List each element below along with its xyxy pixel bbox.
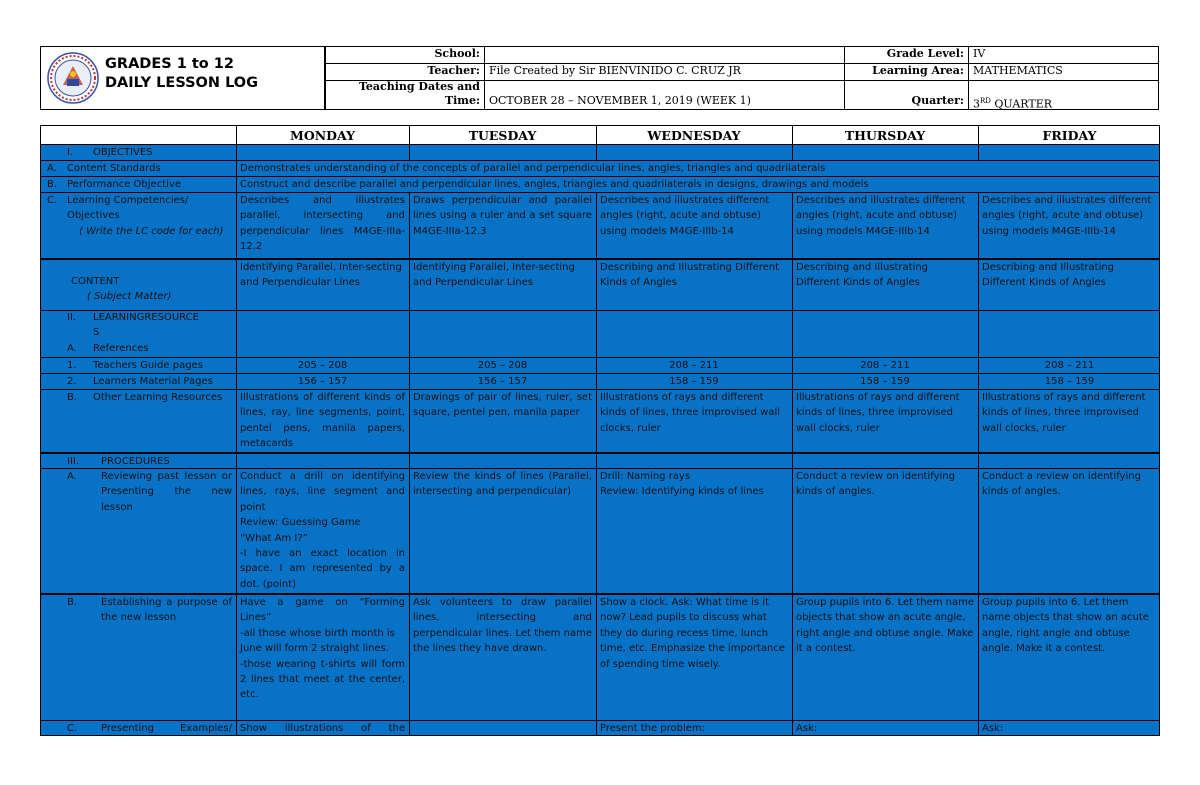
cs-label: Content Standards (67, 163, 161, 174)
grid-line (41, 160, 1159, 161)
grid-line (978, 192, 979, 735)
res-label: LEARNINGRESOURCES (93, 312, 199, 339)
grid-line (41, 192, 1159, 193)
teacher-value[interactable]: File Created by Sir BIENVINIDO C. CRUZ JR (484, 64, 844, 81)
est-tuesday: Ask volunteers to draw parallel lines, intersecting and perpendicular lines. Let them name the lines they have drawn. (413, 597, 592, 655)
lc-thursday: Describes and illustrates different angles (right, acute and obtuse) using models M4GE-IIIb-14 (796, 195, 966, 237)
dates-label (326, 80, 484, 109)
tg-num: 1. (67, 360, 77, 371)
perf-label: Performance Objective (67, 179, 181, 190)
lc-note: ( Write the LC code for each) (79, 225, 224, 237)
title-dll: DAILY LESSON LOG (105, 75, 259, 91)
title-grades: GRADES 1 to 12 (105, 56, 234, 72)
est-wednesday: Show a clock. Ask: What time is it now? Lead pupils to discuss what they do during recess time, lunch time, etc. Emphasize the importance of spending time wisely. (600, 597, 786, 670)
day-monday: MONDAY (290, 128, 355, 143)
rev-label: Reviewing past lesson or Presenting the new lesson (101, 471, 232, 513)
grid-line (41, 452, 1159, 454)
grid-line (978, 126, 979, 161)
rev-num: A. (67, 471, 77, 482)
school-value[interactable] (484, 47, 844, 64)
content-monday: Identifying Parallel, Inter-secting and Perpendicular Lines (240, 262, 402, 289)
tg-pages-label (41, 358, 236, 374)
ref-label: References (93, 342, 149, 354)
reviewing-label (41, 469, 236, 593)
quarter-value[interactable]: 3RD QUARTER (968, 81, 1158, 109)
olr-monday: Illustrations of different kinds of lines, ray, line segments, point, pentel pens, manila papers, metacards (240, 392, 405, 450)
tg-label: Teachers Guide pages (93, 360, 203, 371)
pres-thursday: Ask: (796, 723, 818, 734)
content-sub: ( Subject Matter) (87, 291, 172, 303)
dates-label-line2: Time: (444, 94, 480, 107)
title-box (40, 46, 325, 110)
olr-thursday: Illustrations of rays and different kinds of lines, three improvised wall clocks, ruler (796, 392, 960, 434)
grid-line (236, 126, 237, 735)
content-tuesday: Identifying Parallel, Inter-secting and Perpendicular Lines (413, 262, 575, 289)
day-tuesday: TUESDAY (468, 128, 537, 143)
proc-label: PROCEDURES (101, 456, 170, 467)
deped-seal-icon (47, 52, 99, 104)
establishing-label (41, 595, 236, 720)
res-num: II. (67, 312, 77, 323)
other-resources-label (41, 390, 236, 452)
pres-monday: Show illustrations of the (240, 723, 405, 734)
est-label: Establishing a purpose of the new lesson (101, 597, 232, 624)
content-standards-label (41, 161, 236, 177)
rev-thursday: Conduct a review on identifying kinds of angles. (796, 471, 955, 498)
rev-monday: Conduct a drill on identifying lines, rays, line segment and point Review: Guessing Game “What Am I?” -I have an exact location in space. I am represented by a dot. (point) (240, 471, 405, 590)
grid-line (41, 144, 1159, 145)
pres-wednesday: Present the problem: (600, 723, 706, 734)
resources-label (41, 310, 236, 358)
lm-label: Learners Material Pages (93, 376, 213, 387)
grade-label: Grade Level: (844, 47, 968, 64)
content-thursday: Describing and Illustrating Different Kinds of Angles (796, 262, 929, 289)
grid-line (409, 192, 410, 735)
dates-value[interactable]: OCTOBER 28 – NOVEMBER 1, 2019 (WEEK 1) (484, 81, 844, 109)
day-friday: FRIDAY (1042, 128, 1097, 143)
tg-thursday: 208 – 211 (860, 360, 910, 371)
content-wednesday: Describing and Illustrating Different Kinds of Angles (600, 262, 780, 289)
grid-line (41, 720, 1159, 721)
school-label: School: (326, 47, 484, 64)
performance-label (41, 177, 236, 193)
grid-line (41, 593, 1159, 595)
objectives-num: I. (67, 147, 74, 158)
lc-label2: Objectives (67, 210, 120, 222)
pres-label: Presenting Examples/ (101, 723, 232, 734)
grid-line (41, 357, 1159, 358)
rev-tuesday: Review the kinds of lines (Parallel, intersecting and perpendicular) (413, 471, 592, 498)
content-title: CONTENT (71, 276, 120, 287)
lc-friday: Describes and illustrates different angles (right, acute and obtuse) using models M4GE-IIIb-14 (982, 195, 1152, 237)
lm-tuesday: 156 – 157 (477, 376, 528, 387)
est-friday: Group pupils into 6. Let them name objects that show an acute angle, right angle and obtuse angle. Make it a contest. (982, 597, 1149, 655)
lc-monday: Describes and illustrates parallel, intersecting and perpendicular lines M4GE-IIIa-12.2 (240, 195, 405, 253)
est-thursday: Group pupils into 6. Let them name objects that show an acute angle, right angle and obtuse angle. Make it a contest. (796, 597, 974, 655)
objectives-label: OBJECTIVES (93, 147, 153, 158)
grid-line (41, 310, 1159, 311)
day-wednesday: WEDNESDAY (647, 128, 741, 143)
competencies-label (41, 193, 236, 258)
lc-num: C. (47, 195, 58, 206)
lc-tuesday: Draws perpendicular and parallel lines using a ruler and a set square M4GE-IIIa-12.3 (413, 195, 592, 237)
quarter-ordinal: RD (980, 97, 991, 105)
grade-value[interactable]: IV (968, 47, 1158, 64)
area-value[interactable]: MATHEMATICS (968, 64, 1158, 81)
cs-num: A. (47, 163, 57, 174)
tg-tuesday: 205 – 208 (477, 360, 528, 371)
lm-friday: 158 – 159 (1044, 376, 1095, 387)
lm-pages-label (41, 374, 236, 390)
content-friday: Describing and Illustrating Different Kinds of Angles (982, 262, 1115, 289)
grid-line (792, 192, 793, 735)
quarter-label: Quarter: (844, 81, 968, 109)
olr-num: B. (67, 392, 78, 403)
dates-label-line1: Teaching Dates and (358, 80, 480, 93)
tg-friday: 208 – 211 (1044, 360, 1095, 371)
lm-num: 2. (67, 376, 77, 387)
lc-label1: Learning Competencies/ (67, 195, 189, 206)
teacher-label: Teacher: (326, 64, 484, 81)
lm-wednesday: 158 – 159 (669, 376, 719, 387)
objectives-heading (41, 145, 236, 161)
tg-wednesday: 208 – 211 (669, 360, 719, 371)
rev-wednesday: Drill: Naming rays Review: Identifying kinds of lines (600, 471, 764, 498)
olr-friday: Illustrations of rays and different kinds of lines, three improvised wall clocks, ruler (982, 392, 1146, 434)
proc-num: III. (67, 456, 80, 467)
day-thursday: THURSDAY (844, 128, 926, 143)
pres-tuesday (409, 721, 596, 736)
ref-num: A. (67, 342, 77, 354)
grid-line (596, 192, 597, 735)
est-num: B. (67, 597, 78, 608)
lesson-log-table (40, 125, 1160, 736)
grid-line (41, 389, 1159, 390)
grid-line (409, 126, 410, 161)
content-standards-text: Demonstrates understanding of the concepts of parallel and perpendicular lines, angles, triangles and quadrilaterals (240, 163, 826, 174)
content-label (41, 260, 236, 310)
area-label: Learning Area: (844, 64, 968, 81)
lm-thursday: 158 – 159 (860, 376, 910, 387)
pres-num: C. (67, 723, 78, 734)
grid-line (596, 126, 597, 161)
olr-tuesday: Drawings of pair of lines, ruler, set square, pentel pen, manila paper (413, 392, 592, 419)
perf-num: B. (47, 179, 58, 190)
rev-friday: Conduct a review on identifying kinds of angles. (982, 471, 1141, 498)
lm-monday: 156 – 157 (297, 376, 348, 387)
performance-text: Construct and describe parallel and perpendicular lines, angles, triangles and quadrilaterals in designs, drawings and models (240, 179, 869, 190)
grid-line (41, 176, 1159, 177)
grid-line (792, 126, 793, 161)
tg-monday: 205 – 208 (297, 360, 348, 371)
procedures-heading (41, 454, 236, 469)
est-monday: Have a game on “Forming Lines” -all those whose birth month is June will form 2 straight lines. -those wearing t-shirts will form 2 lines that meet at the center, etc. (240, 597, 405, 701)
lc-wednesday: Describes and illustrates different angles (right, acute and obtuse) using models M4GE-IIIb-14 (600, 195, 770, 237)
grid-line (41, 258, 1159, 260)
olr-wednesday: Illustrations of rays and different kinds of lines, three improvised wall clocks, ruler (600, 392, 781, 434)
olr-label: Other Learning Resources (93, 392, 223, 403)
grid-line (41, 373, 1159, 374)
presenting-label (41, 721, 236, 736)
grid-line (41, 468, 1159, 469)
info-table (325, 46, 1159, 110)
pres-friday: Ask: (982, 723, 1004, 734)
